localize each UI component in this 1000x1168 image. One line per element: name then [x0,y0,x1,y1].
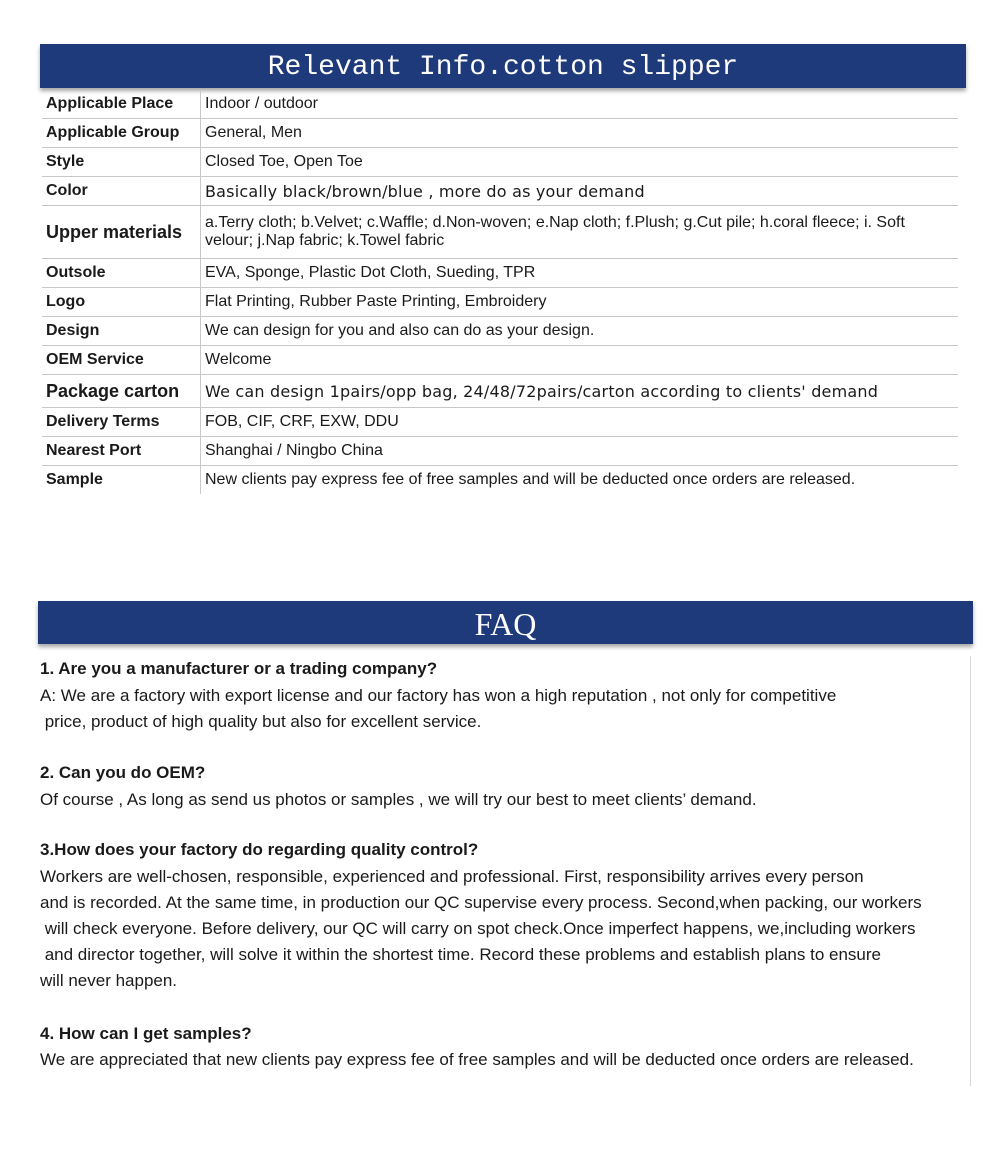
spec-label: Sample [42,466,201,495]
table-row [42,288,958,317]
table-row [42,408,958,437]
spec-table [42,90,958,494]
spec-label: Applicable Group [42,119,201,148]
faq-question: 4. How can I get samples? [40,1024,252,1043]
spec-label: Nearest Port [42,437,201,466]
spec-label: Package carton [42,375,201,408]
faq-section [40,656,971,1086]
spec-value: New clients pay express fee of free samples and will be deducted once orders are released. [205,471,856,488]
spec-value: a.Terry cloth; b.Velvet; c.Waffle; d.Non-woven; e.Nap cloth; f.Plush; g.Cut pile; h.coral fleece; i. Soft velour; j.Nap fabric; k.Towel fabric [201,206,959,259]
spec-value: We can design 1pairs/opp bag, 24/48/72pairs/carton according to clients' demand [201,375,959,408]
spec-label: OEM Service [42,346,201,375]
spec-value: Shanghai / Ningbo China [201,437,959,466]
faq-title: FAQ [474,606,537,642]
spec-label: Delivery Terms [42,408,201,437]
spec-label: Style [42,148,201,177]
table-row [42,346,958,375]
faq-question: 2. Can you do OEM? [40,763,206,782]
spec-label: Outsole [42,259,201,288]
table-row [42,206,958,259]
faq-answer: A: We are a factory with export license and our factory has won a high reputation , not only for competitive price, product of high quality but also for excellent service. [40,686,837,731]
faq-question: 3.How does your factory do regarding quality control? [40,840,479,859]
table-row [42,90,958,119]
faq-answer: Workers are well-chosen, responsible, experienced and professional. First, responsibility arrives every person and is recorded. At the same time, in production our QC supervise every process. Second,when packing, our workers will check everyone. Before delivery, our QC will carry on spot check.Once imperfect happens, we,including workers and director together, will solve it within the shortest time. Record these problems and establish plans to ensure will never happen. [40,867,922,990]
faq-question: 1. Are you a manufacturer or a trading company? [40,659,438,678]
spec-label: Color [42,177,201,206]
spec-label: Upper materials [42,206,201,259]
spec-value: Closed Toe, Open Toe [201,148,959,177]
spec-value: Basically black/brown/blue , more do as your demand [201,177,959,206]
spec-label: Logo [42,288,201,317]
table-row [42,119,958,148]
spec-value: EVA, Sponge, Plastic Dot Cloth, Sueding, TPR [201,259,959,288]
faq-answer: We are appreciated that new clients pay express fee of free samples and will be deducted once orders are released. [40,1050,914,1069]
table-row [42,177,958,206]
faq-title-banner [38,601,973,644]
spec-value: Flat Printing, Rubber Paste Printing, Embroidery [201,288,959,317]
spec-title-banner [40,44,966,88]
spec-value: General, Men [201,119,959,148]
spec-title: Relevant Info.cotton slipper [267,52,739,83]
table-row [42,317,958,346]
spec-label: Design [42,317,201,346]
spec-value: We can design for you and also can do as your design. [201,317,959,346]
spec-value: Indoor / outdoor [201,90,959,119]
spec-value: FOB, CIF, CRF, EXW, DDU [201,408,959,437]
spec-label: Applicable Place [42,90,201,119]
table-row [42,375,958,408]
table-row [42,437,958,466]
table-row [42,466,958,495]
spec-value: Welcome [201,346,959,375]
table-row [42,148,958,177]
table-row [42,259,958,288]
faq-answer: Of course , As long as send us photos or samples , we will try our best to meet clients’ demand. [40,790,757,809]
